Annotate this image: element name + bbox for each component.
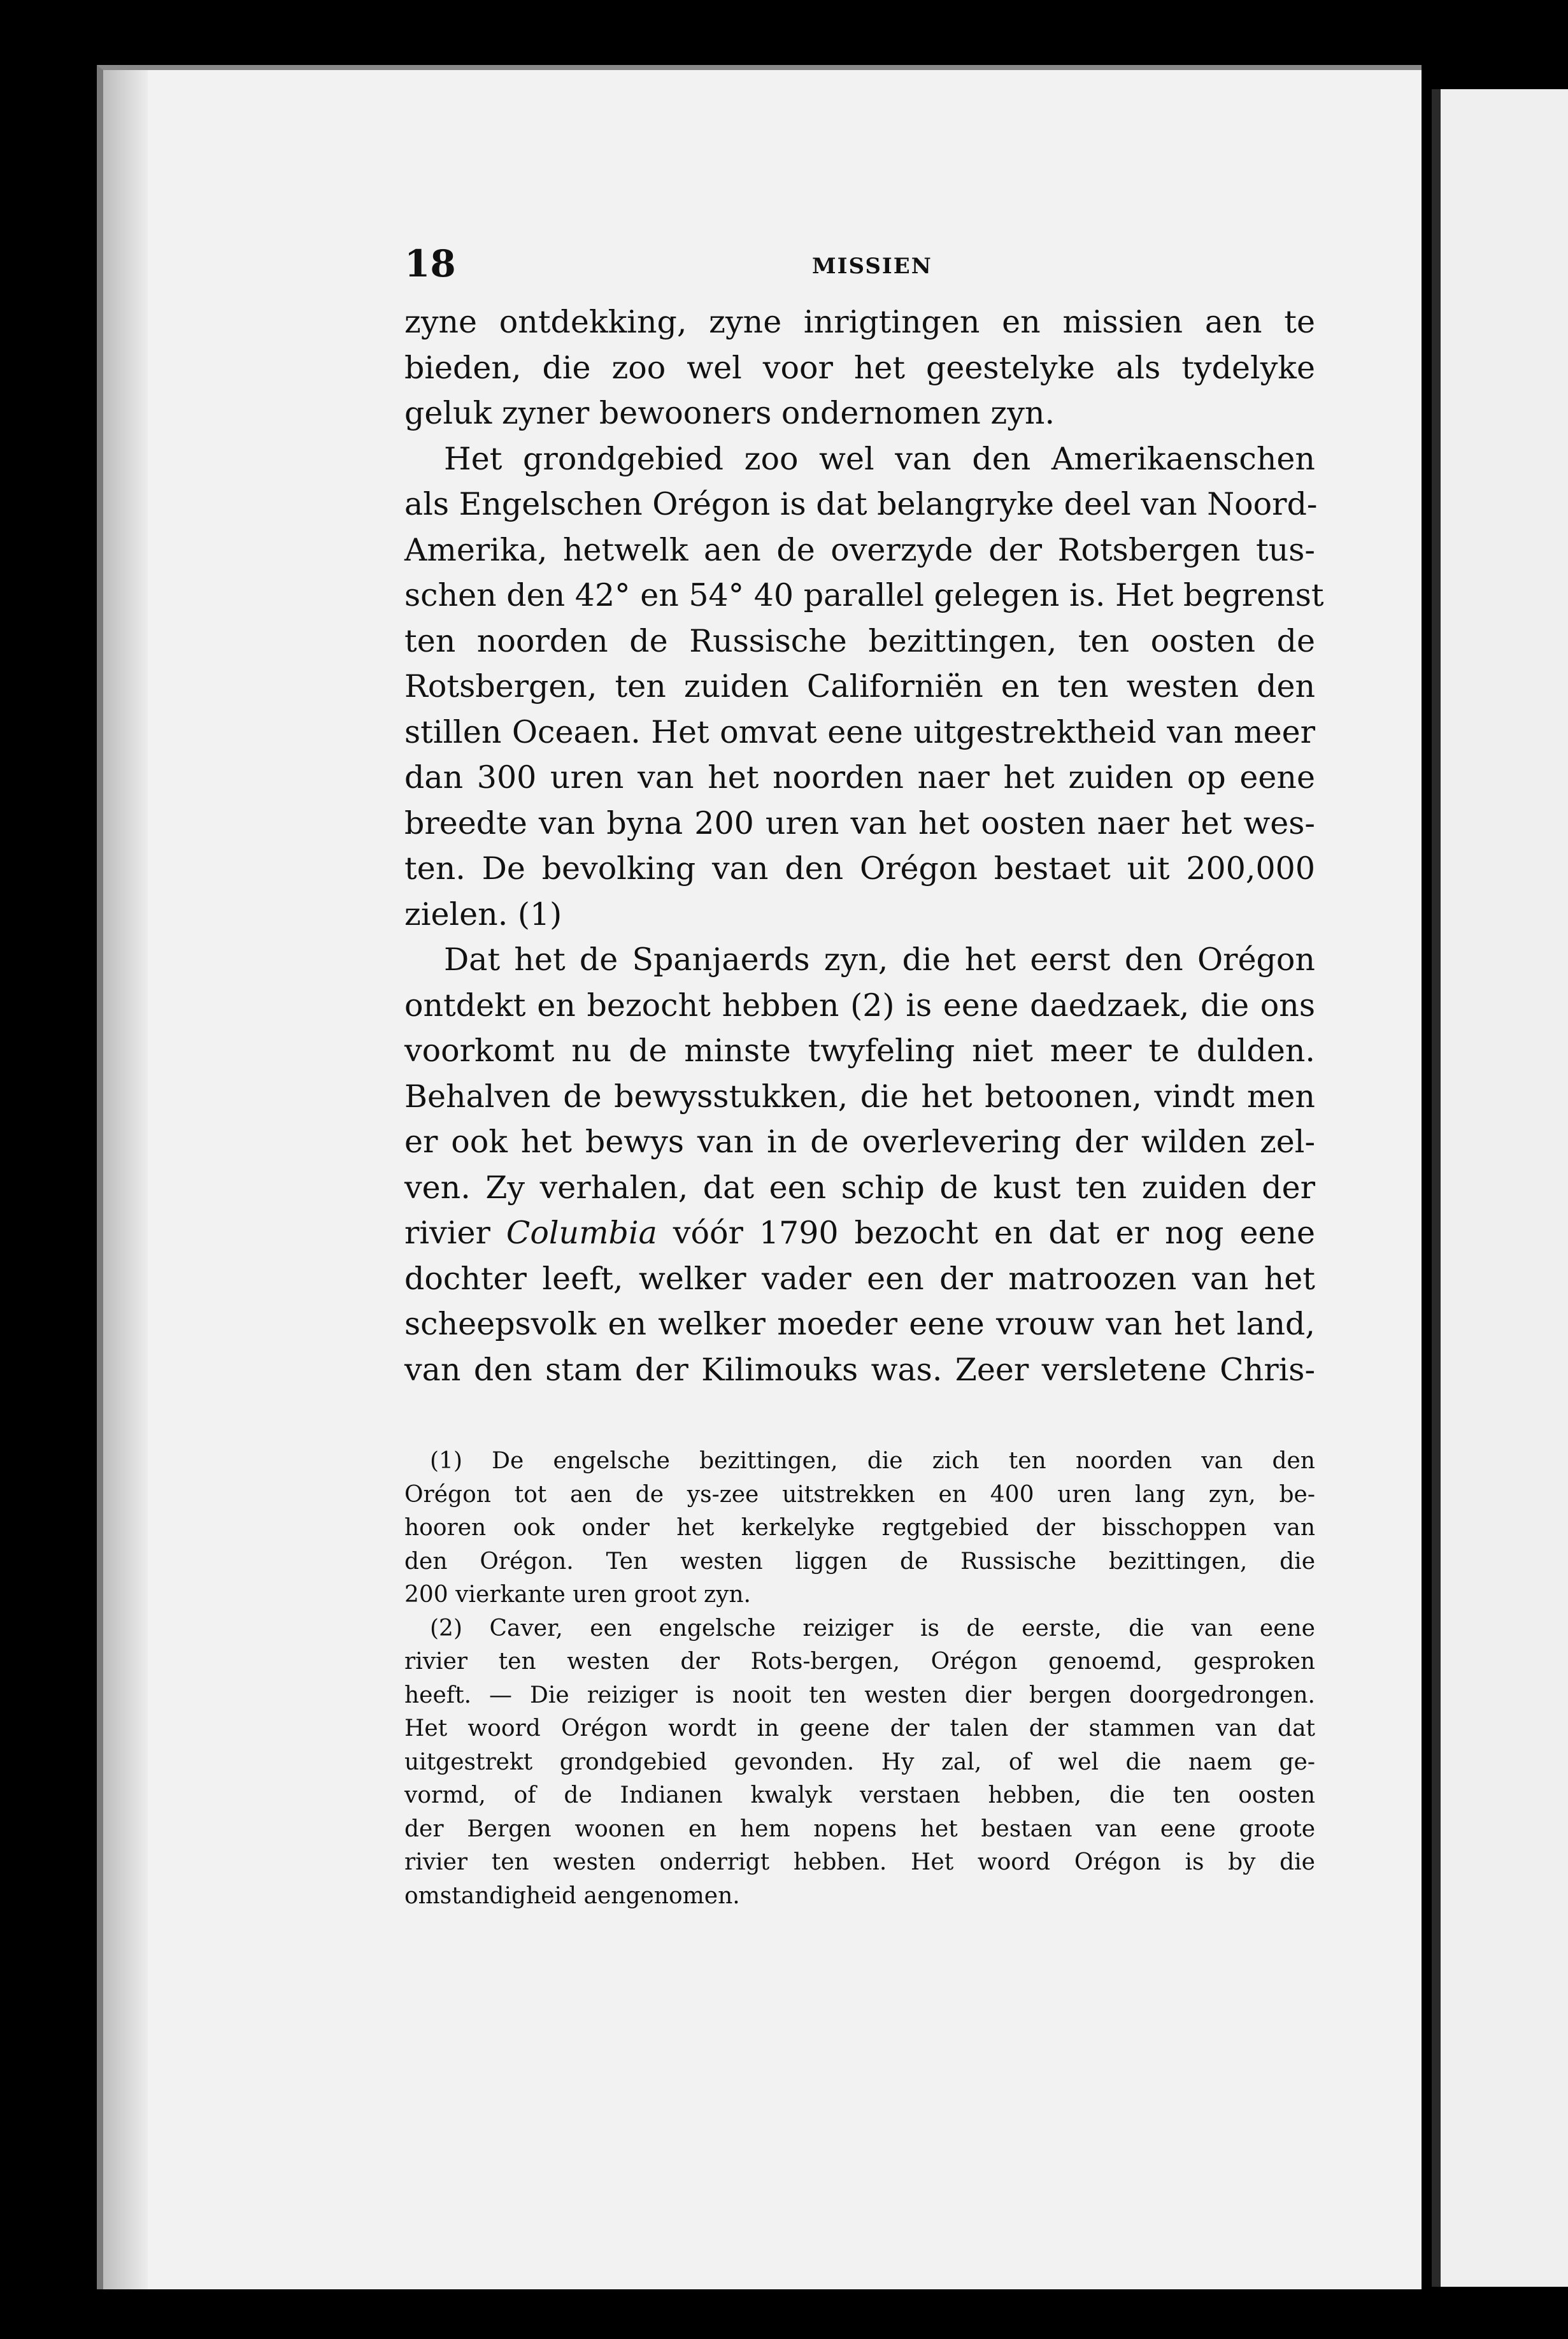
footnote-line: der Bergen woonen en hem nopens het bestaen van eene groote bbox=[404, 1815, 1315, 1842]
running-head: MISSIEN bbox=[812, 254, 932, 279]
text-line: Dat het de Spanjaerds zyn, die het eerst den Orégon bbox=[444, 941, 1315, 978]
text-line: schen den 42° en 54° 40 parallel gelegen is. Het begrenst bbox=[404, 577, 1324, 613]
footnote-line: rivier ten westen der Rots-bergen, Orégon genoemd, gesproken bbox=[404, 1649, 1315, 1675]
text-line: zielen. (1) bbox=[404, 896, 562, 933]
text-line: scheepsvolk en welker moeder eene vrouw van het land, bbox=[404, 1306, 1315, 1342]
text-line: ten. De bevolking van den Orégon bestaet uit 200,000 bbox=[404, 850, 1315, 887]
text-line: ontdekt en bezocht hebben (2) is eene daedzaek, die ons bbox=[404, 987, 1315, 1024]
footnote-line: (2) Caver, een engelsche reiziger is de eerste, die van eene bbox=[430, 1615, 1315, 1642]
footnote-line: 200 vierkante uren groot zyn. bbox=[404, 1582, 751, 1608]
text-line: dochter leeft, welker vader een der matroozen van het bbox=[404, 1260, 1315, 1297]
text-line: dan 300 uren van het noorden naer het zuiden op eene bbox=[404, 759, 1315, 796]
text-line: ven. Zy verhalen, dat een schip de kust ten zuiden der bbox=[404, 1169, 1315, 1206]
footnote-line: Het woord Orégon wordt in geene der talen der stammen van dat bbox=[404, 1715, 1315, 1742]
facing-page-edge bbox=[1432, 89, 1568, 2287]
text-line: ten noorden de Russische bezittingen, ten oosten de bbox=[404, 622, 1315, 659]
text-line: Behalven de bewysstukken, die het betoonen, vindt men bbox=[404, 1078, 1315, 1115]
footnote-line: uitgestrekt grondgebied gevonden. Hy zal, of wel die naem ge- bbox=[404, 1749, 1315, 1775]
footnote-line: den Orégon. Ten westen liggen de Russische bezittingen, die bbox=[404, 1548, 1315, 1575]
footnotes bbox=[404, 1445, 1315, 1913]
text-line: Rotsbergen, ten zuiden Californiën en ten westen den bbox=[404, 668, 1315, 705]
italic-river-name: Columbia bbox=[506, 1215, 657, 1251]
text-line: zyne ontdekking, zyne inrigtingen en missien aen te bbox=[404, 304, 1315, 340]
footnote-line: Orégon tot aen de ys-zee uitstrekken en 400 uren lang zyn, be- bbox=[404, 1481, 1315, 1508]
page-header bbox=[404, 242, 1315, 293]
gutter-shadow bbox=[103, 70, 148, 2289]
text-line: er ook het bewys van in de overlevering der wilden zel- bbox=[404, 1124, 1315, 1160]
footnote-line: heeft. — Die reiziger is nooit ten westen dier bergen doorgedrongen. bbox=[404, 1682, 1315, 1708]
text-line bbox=[404, 1210, 1315, 1256]
text-line: stillen Oceaen. Het omvat eene uitgestrektheid van meer bbox=[404, 713, 1315, 750]
text-line: als Engelschen Orégon is dat belangryke deel van Noord- bbox=[404, 486, 1318, 522]
text-segment: vóór 1790 bezocht en dat er nog eene bbox=[673, 1215, 1316, 1251]
text-line: Amerika, hetwelk aen de overzyde der Rotsbergen tus- bbox=[404, 531, 1315, 568]
text-line: Het grondgebied zoo wel van den Amerikaenschen bbox=[444, 440, 1315, 477]
text-line: voorkomt nu de minste twyfeling niet meer te dulden. bbox=[404, 1033, 1315, 1069]
page-edge-shadow bbox=[1432, 89, 1441, 2287]
footnote-line: vormd, of de Indianen kwalyk verstaen hebben, die ten oosten bbox=[404, 1782, 1315, 1808]
text-line: geluk zyner bewooners ondernomen zyn. bbox=[404, 395, 1055, 431]
footnote-line: omstandigheid aengenomen. bbox=[404, 1882, 740, 1909]
page-number: 18 bbox=[404, 242, 456, 285]
footnote-line: rivier ten westen onderrigt hebben. Het woord Orégon is by die bbox=[404, 1849, 1315, 1875]
body-text bbox=[404, 299, 1324, 1392]
text-line: bieden, die zoo wel voor het geestelyke als tydelyke bbox=[404, 349, 1315, 386]
text-segment: rivier bbox=[404, 1215, 490, 1251]
text-line: van den stam der Kilimouks was. Zeer versletene Chris- bbox=[404, 1351, 1315, 1388]
text-line: breedte van byna 200 uren van het oosten naer het wes- bbox=[404, 805, 1315, 841]
footnote-line: hooren ook onder het kerkelyke regtgebied der bisschoppen van bbox=[404, 1515, 1315, 1541]
footnote-line: (1) De engelsche bezittingen, die zich ten noorden van den bbox=[430, 1448, 1315, 1474]
